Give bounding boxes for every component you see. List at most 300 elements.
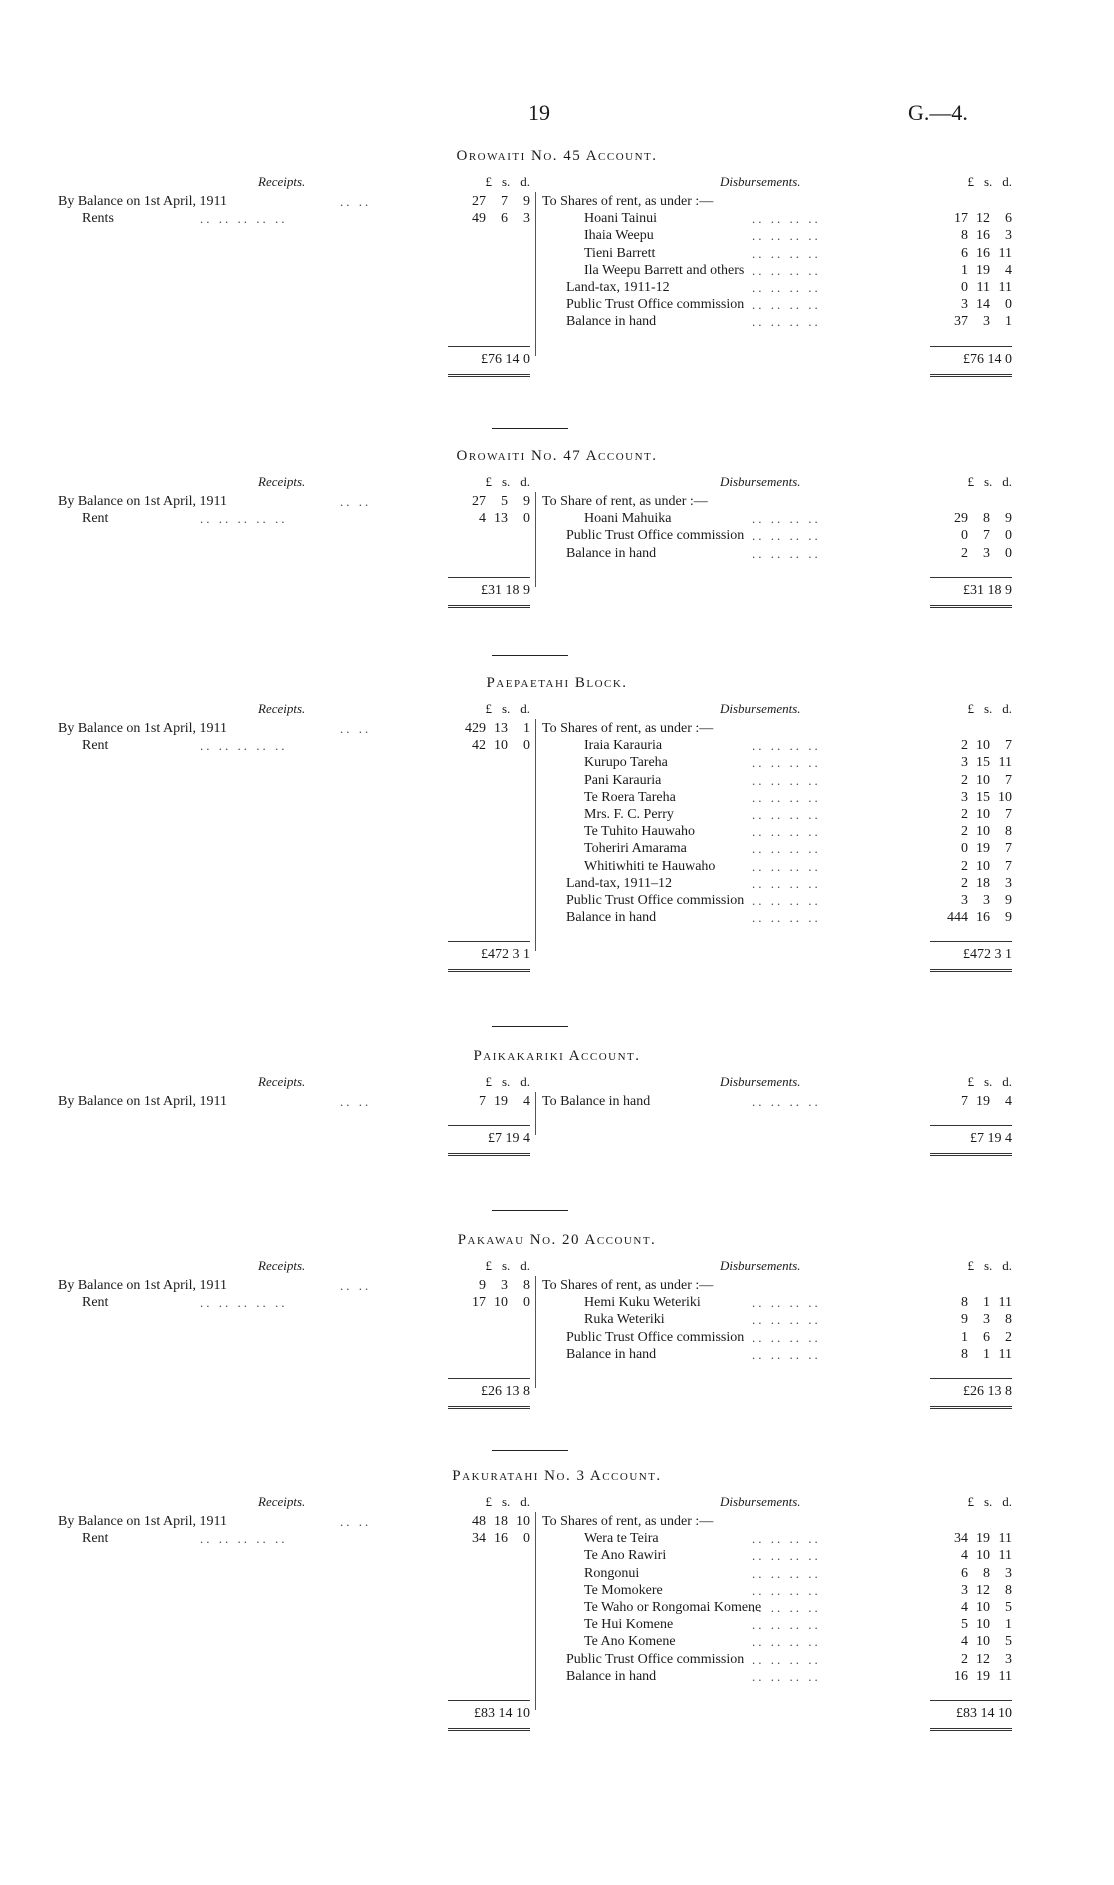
section-separator	[492, 1026, 568, 1027]
receipts-heading: Receipts.	[258, 474, 306, 489]
disbursement-label: To Share of rent, as under :—	[542, 494, 708, 509]
receipt-amount	[448, 1514, 530, 1530]
amount-shillings: 12	[976, 211, 990, 227]
amount-pounds: 48	[472, 1514, 486, 1529]
pound-sign: £	[967, 474, 974, 489]
amount-pence: 0	[523, 1295, 530, 1311]
amount-shillings: 10	[976, 824, 990, 840]
disbursement-amount	[930, 790, 1012, 806]
disbursement-label: Te Roera Tareha	[584, 789, 676, 805]
pound-sign: £	[967, 1074, 974, 1089]
amount-pounds: 17	[954, 211, 968, 227]
disbursements-lsd-heading	[930, 174, 1012, 190]
disbursement-label: Wera te Teira	[584, 1531, 659, 1547]
disbursement-amount	[930, 755, 1012, 771]
amount-pounds: 444	[947, 910, 968, 926]
amount-pounds: 2	[961, 875, 968, 891]
amount-pounds: 4	[479, 511, 486, 527]
disbursement-amount	[930, 807, 1012, 823]
disbursement-label: Te Tuhito Hauwaho	[584, 824, 696, 840]
disbursement-amount	[930, 211, 1012, 227]
receipt-label: By Balance on 1st April, 1911	[58, 1514, 228, 1529]
disbursement-amount	[930, 528, 1012, 544]
amount-shillings: 7	[983, 528, 990, 544]
receipts-lsd-heading	[448, 1494, 530, 1510]
disbursement-label: Te Waho or Rongomai Komene	[584, 1600, 762, 1615]
amount-shillings: 10	[976, 738, 990, 754]
leader-dots: .. ..	[340, 721, 372, 736]
leader-dots: .. .. .. ..	[752, 1548, 821, 1564]
receipt-label: Rent	[82, 738, 109, 754]
shilling-sign: s.	[501, 701, 511, 716]
amount-shillings: 12	[976, 1582, 990, 1598]
leader-dots: .. .. .. ..	[752, 528, 821, 544]
disbursement-label: To Shares of rent, as under :—	[542, 721, 714, 736]
leader-dots: .. ..	[340, 194, 372, 209]
receipts-heading: Receipts.	[258, 1258, 306, 1273]
amount-pence: 7	[1005, 772, 1012, 788]
leader-dots: .. .. .. ..	[752, 280, 821, 295]
amount-shillings: 10	[976, 772, 990, 788]
disbursement-label: Hoani Mahuika	[584, 511, 672, 527]
account-title: Paepaetahi Block.	[486, 675, 628, 691]
disbursement-label: Public Trust Office commission	[566, 1651, 745, 1667]
leader-dots: .. .. .. ..	[752, 875, 821, 891]
disbursement-amount	[930, 1330, 1012, 1346]
pence-sign: d.	[1002, 174, 1012, 189]
leader-dots: .. .. .. ..	[752, 228, 821, 244]
receipt-amount	[448, 1531, 530, 1547]
amount-pence: 7	[1005, 738, 1012, 754]
disbursements-subtotal-rule	[930, 1700, 1012, 1701]
receipts-total-double-rule	[448, 1406, 530, 1409]
receipts-lsd-heading	[448, 474, 530, 490]
amount-shillings: 19	[976, 841, 990, 857]
disbursement-label: Te Momokere	[584, 1582, 663, 1598]
amount-pounds: 0	[961, 841, 968, 857]
page-header	[0, 100, 1114, 130]
leader-dots: .. .. .. ..	[752, 807, 821, 822]
disbursement-amount	[930, 297, 1012, 313]
amount-pence: 5	[1005, 1600, 1012, 1615]
amount-shillings: 10	[976, 1617, 990, 1633]
receipt-label: By Balance on 1st April, 1911	[58, 194, 228, 209]
pound-sign: £	[967, 701, 974, 716]
disbursement-amount	[930, 738, 1012, 754]
receipts-subtotal-rule	[448, 577, 530, 578]
disbursements-heading: Disbursements.	[720, 1258, 801, 1273]
amount-pence: 11	[998, 1295, 1012, 1311]
series-code: G.—4.	[908, 100, 968, 125]
disbursement-label: To Shares of rent, as under :—	[542, 1514, 714, 1529]
disbursements-lsd-heading	[930, 474, 1012, 490]
pence-sign: d.	[520, 1074, 530, 1089]
amount-shillings: 1	[983, 1346, 990, 1362]
receipts-subtotal-rule	[448, 1700, 530, 1701]
amount-pounds: 37	[954, 314, 968, 330]
pound-sign: £	[967, 1258, 974, 1273]
leader-dots: .. .. .. ..	[752, 1312, 821, 1328]
leader-dots: .. .. .. ..	[752, 858, 821, 874]
disbursement-amount	[930, 824, 1012, 840]
disbursement-label: Public Trust Office commission	[566, 528, 745, 544]
receipt-label: By Balance on 1st April, 1911	[58, 1278, 228, 1293]
leader-dots: .. .. .. ..	[752, 1094, 821, 1109]
receipt-label: By Balance on 1st April, 1911	[58, 1094, 228, 1109]
amount-shillings: 16	[494, 1531, 508, 1547]
amount-pence: 9	[1005, 910, 1012, 926]
amount-pence: 0	[1005, 528, 1012, 544]
receipts-total: £76 14 0	[481, 351, 530, 367]
amount-pounds: 3	[961, 789, 968, 805]
disbursement-label: Balance in hand	[566, 910, 657, 926]
disbursements-total-double-rule	[930, 374, 1012, 377]
amount-pence: 8	[523, 1278, 530, 1293]
amount-pounds: 16	[954, 1668, 968, 1684]
disbursement-label: Balance in hand	[566, 545, 657, 561]
amount-shillings: 10	[976, 1600, 990, 1615]
amount-pounds: 27	[472, 194, 486, 209]
amount-shillings: 19	[494, 1094, 508, 1109]
amount-pence: 6	[1005, 211, 1012, 227]
account-title: Paikakariki Account.	[473, 1048, 641, 1064]
amount-pence: 7	[1005, 841, 1012, 857]
disbursements-subtotal-rule	[930, 941, 1012, 942]
receipts-lsd-heading	[448, 1258, 530, 1274]
amount-shillings: 15	[976, 789, 990, 805]
disbursement-amount	[930, 773, 1012, 789]
disbursements-subtotal-rule	[930, 577, 1012, 578]
receipts-lsd-heading	[448, 174, 530, 190]
pence-sign: d.	[1002, 701, 1012, 716]
leader-dots: .. .. .. ..	[752, 314, 821, 330]
leader-dots: .. .. .. ..	[752, 841, 821, 857]
disbursements-total-double-rule	[930, 1728, 1012, 1731]
amount-pounds: 5	[961, 1617, 968, 1633]
amount-shillings: 1	[983, 1295, 990, 1311]
amount-pounds: 2	[961, 545, 968, 561]
amount-pence: 0	[1005, 545, 1012, 561]
disbursement-amount	[930, 1531, 1012, 1547]
leader-dots: .. .. .. ..	[752, 910, 821, 926]
amount-shillings: 19	[976, 1668, 990, 1684]
disbursements-total-double-rule	[930, 605, 1012, 608]
amount-pounds: 1	[961, 1329, 968, 1345]
amount-pence: 7	[1005, 807, 1012, 822]
shilling-sign: s.	[983, 174, 993, 189]
receipts-total: £83 14 10	[474, 1706, 530, 1721]
amount-shillings: 16	[976, 245, 990, 261]
leader-dots: .. .. .. ..	[752, 545, 821, 561]
shilling-sign: s.	[501, 1074, 511, 1089]
shilling-sign: s.	[983, 1494, 993, 1509]
amount-pounds: 4	[961, 1600, 968, 1615]
disbursement-label: Te Ano Komene	[584, 1634, 676, 1650]
disbursements-total: £472 3 1	[963, 947, 1012, 963]
amount-pence: 0	[523, 511, 530, 527]
leader-dots: .. .. .. ..	[752, 1651, 821, 1667]
amount-pence: 9	[1005, 511, 1012, 527]
leader-dots: .. .. .. ..	[752, 245, 821, 261]
amount-pence: 8	[1005, 1582, 1012, 1598]
amount-pence: 7	[1005, 858, 1012, 874]
amount-shillings: 15	[976, 755, 990, 771]
disbursement-label: Ila Weepu Barrett and others	[584, 262, 745, 278]
amount-shillings: 10	[976, 858, 990, 874]
disbursement-amount	[930, 1600, 1012, 1616]
disbursement-label: Balance in hand	[566, 314, 657, 330]
disbursement-amount	[930, 546, 1012, 562]
leader-dots: .. .. .. ..	[752, 1346, 821, 1362]
disbursement-label: Land-tax, 1911–12	[566, 875, 673, 891]
leader-dots: .. .. .. ..	[752, 1582, 821, 1598]
receipts-subtotal-rule	[448, 346, 530, 347]
column-divider	[535, 1276, 536, 1388]
amount-shillings: 3	[983, 1312, 990, 1328]
disbursements-total: £7 19 4	[970, 1131, 1012, 1147]
shilling-sign: s.	[501, 474, 511, 489]
receipt-label: By Balance on 1st April, 1911	[58, 721, 228, 736]
disbursement-label: Iraia Karauria	[584, 738, 663, 754]
disbursements-total: £83 14 10	[956, 1706, 1012, 1721]
pound-sign: £	[967, 174, 974, 189]
pound-sign: £	[485, 1258, 492, 1273]
leader-dots: .. .. .. ..	[752, 262, 821, 278]
shilling-sign: s.	[501, 1494, 511, 1509]
disbursements-total-double-rule	[930, 1153, 1012, 1156]
amount-pence: 4	[1005, 1094, 1012, 1109]
amount-shillings: 10	[976, 1634, 990, 1650]
disbursements-heading: Disbursements.	[720, 1494, 801, 1509]
amount-shillings: 10	[976, 1548, 990, 1564]
disbursement-label: Balance in hand	[566, 1668, 657, 1684]
disbursement-label: Te Ano Rawiri	[584, 1548, 667, 1564]
amount-pence: 0	[1005, 297, 1012, 313]
disbursement-amount	[930, 1634, 1012, 1650]
leader-dots: .. ..	[340, 1278, 372, 1293]
receipt-label: By Balance on 1st April, 1911	[58, 494, 228, 509]
amount-pence: 9	[523, 494, 530, 509]
disbursement-amount	[930, 1094, 1012, 1110]
receipts-lsd-heading	[448, 701, 530, 717]
amount-pounds: 2	[961, 738, 968, 754]
leader-dots: .. ..	[340, 1094, 372, 1109]
page-number: 19	[528, 100, 550, 125]
leader-dots: .. .. .. ..	[752, 1531, 821, 1547]
account-title: Orowaiti No. 45 Account.	[456, 148, 658, 164]
shilling-sign: s.	[983, 701, 993, 716]
disbursement-label: Whitiwhiti te Hauwaho	[584, 858, 716, 874]
amount-pounds: 3	[961, 755, 968, 771]
amount-pence: 10	[998, 789, 1012, 805]
receipts-heading: Receipts.	[258, 701, 306, 716]
disbursement-label: Kurupo Tareha	[584, 755, 668, 771]
disbursement-amount	[930, 1548, 1012, 1564]
amount-pounds: 2	[961, 772, 968, 788]
amount-shillings: 19	[976, 1094, 990, 1109]
account-title: Pakuratahi No. 3 Account.	[452, 1468, 662, 1484]
account-title: Orowaiti No. 47 Account.	[456, 448, 658, 464]
amount-pounds: 7	[479, 1094, 486, 1109]
amount-pounds: 17	[472, 1295, 486, 1311]
amount-pence: 11	[998, 1548, 1012, 1564]
disbursement-label: Toheriri Amarama	[584, 841, 687, 857]
pence-sign: d.	[520, 474, 530, 489]
disbursements-lsd-heading	[930, 1494, 1012, 1510]
amount-shillings: 5	[501, 494, 508, 509]
column-divider	[535, 192, 536, 356]
amount-shillings: 19	[976, 262, 990, 278]
amount-pence: 11	[998, 1668, 1012, 1684]
disbursements-subtotal-rule	[930, 1378, 1012, 1379]
amount-pence: 4	[523, 1094, 530, 1109]
disbursement-amount	[930, 263, 1012, 279]
receipts-total-double-rule	[448, 374, 530, 377]
receipts-lsd-heading	[448, 1074, 530, 1090]
receipt-amount	[448, 511, 530, 527]
receipt-amount	[448, 1295, 530, 1311]
leader-dots: .. .. .. ..	[752, 1295, 821, 1311]
amount-shillings: 7	[501, 194, 508, 209]
disbursement-amount	[930, 1347, 1012, 1363]
pound-sign: £	[485, 1074, 492, 1089]
disbursement-amount	[930, 1652, 1012, 1668]
amount-pence: 5	[1005, 1634, 1012, 1650]
amount-shillings: 14	[976, 297, 990, 313]
disbursements-lsd-heading	[930, 1258, 1012, 1274]
amount-shillings: 13	[494, 511, 508, 527]
leader-dots: .. .. .. ..	[752, 511, 821, 527]
pence-sign: d.	[1002, 1494, 1012, 1509]
disbursement-amount	[930, 1617, 1012, 1633]
receipt-amount	[448, 494, 530, 510]
amount-pence: 0	[523, 738, 530, 754]
receipt-amount	[448, 1278, 530, 1294]
amount-pounds: 4	[961, 1548, 968, 1564]
amount-pounds: 9	[961, 1312, 968, 1328]
column-divider	[535, 1092, 536, 1135]
amount-pounds: 2	[961, 824, 968, 840]
leader-dots: .. .. .. ..	[752, 1617, 821, 1633]
receipts-subtotal-rule	[448, 941, 530, 942]
amount-shillings: 16	[976, 910, 990, 926]
amount-pence: 11	[998, 755, 1012, 771]
disbursement-amount	[930, 246, 1012, 262]
receipts-subtotal-rule	[448, 1125, 530, 1126]
receipts-total: £31 18 9	[481, 582, 530, 598]
amount-pounds: 6	[961, 1565, 968, 1581]
amount-pence: 0	[523, 1531, 530, 1547]
amount-pence: 2	[1005, 1329, 1012, 1345]
amount-pounds: 3	[961, 893, 968, 908]
amount-pence: 11	[998, 1531, 1012, 1547]
leader-dots: .. .. .. ..	[752, 1329, 821, 1345]
amount-pence: 8	[1005, 824, 1012, 840]
receipt-label: Rents	[82, 211, 114, 227]
section-separator	[492, 428, 568, 429]
amount-pence: 11	[998, 280, 1012, 295]
leader-dots: .. .. .. ..	[752, 738, 821, 754]
disbursement-label: Public Trust Office commission	[566, 297, 745, 313]
leader-dots: .. .. .. ..	[752, 824, 821, 840]
disbursements-heading: Disbursements.	[720, 474, 801, 489]
pound-sign: £	[485, 474, 492, 489]
disbursement-label: Balance in hand	[566, 1346, 657, 1362]
pound-sign: £	[967, 1494, 974, 1509]
section-separator	[492, 655, 568, 656]
amount-pence: 1	[1005, 314, 1012, 330]
leader-dots: .. .. .. ..	[752, 1565, 821, 1581]
amount-pence: 3	[1005, 875, 1012, 891]
receipts-heading: Receipts.	[258, 1494, 306, 1509]
amount-shillings: 8	[983, 511, 990, 527]
leader-dots: .. .. .. .. ..	[200, 1531, 288, 1547]
amount-shillings: 3	[501, 1278, 508, 1293]
disbursements-subtotal-rule	[930, 346, 1012, 347]
receipts-total-double-rule	[448, 1728, 530, 1731]
amount-pounds: 3	[961, 297, 968, 313]
amount-pence: 3	[1005, 228, 1012, 244]
amount-pounds: 8	[961, 1295, 968, 1311]
pence-sign: d.	[520, 1258, 530, 1273]
disbursement-amount	[930, 910, 1012, 926]
column-divider	[535, 1512, 536, 1710]
amount-pence: 3	[1005, 1565, 1012, 1581]
amount-pounds: 7	[961, 1094, 968, 1109]
disbursement-label: Ihaia Weepu	[584, 228, 654, 244]
disbursement-amount	[930, 511, 1012, 527]
column-divider	[535, 719, 536, 951]
amount-shillings: 6	[501, 211, 508, 227]
disbursement-label: To Shares of rent, as under :—	[542, 194, 714, 209]
disbursements-lsd-heading	[930, 701, 1012, 717]
receipts-total: £7 19 4	[488, 1131, 530, 1147]
amount-shillings: 18	[494, 1514, 508, 1529]
amount-pounds: 3	[961, 1582, 968, 1598]
disbursement-label: Public Trust Office commission	[566, 893, 745, 908]
amount-shillings: 3	[983, 314, 990, 330]
receipt-amount	[448, 721, 530, 737]
disbursement-amount	[930, 859, 1012, 875]
disbursement-label: To Shares of rent, as under :—	[542, 1278, 714, 1293]
amount-pence: 11	[998, 245, 1012, 261]
amount-shillings: 10	[976, 807, 990, 822]
disbursement-amount	[930, 1669, 1012, 1685]
disbursement-label: Hemi Kuku Weteriki	[584, 1295, 701, 1311]
disbursement-amount	[930, 1566, 1012, 1582]
pence-sign: d.	[520, 1494, 530, 1509]
receipts-heading: Receipts.	[258, 1074, 306, 1089]
disbursement-amount	[930, 893, 1012, 909]
amount-pounds: 2	[961, 1651, 968, 1667]
amount-pence: 3	[523, 211, 530, 227]
disbursement-label: Tieni Barrett	[584, 245, 656, 261]
disbursements-total: £26 13 8	[963, 1384, 1012, 1399]
disbursements-heading: Disbursements.	[720, 1074, 801, 1089]
amount-pounds: 429	[465, 721, 486, 736]
receipts-total: £26 13 8	[481, 1384, 530, 1399]
leader-dots: .. .. .. .. ..	[200, 1295, 288, 1311]
disbursement-amount	[930, 314, 1012, 330]
receipt-label: Rent	[82, 511, 109, 527]
leader-dots: .. .. .. ..	[752, 893, 821, 908]
disbursement-amount	[930, 1312, 1012, 1328]
amount-shillings: 12	[976, 1651, 990, 1667]
amount-shillings: 8	[983, 1565, 990, 1581]
leader-dots: .. .. .. ..	[752, 211, 821, 227]
disbursements-lsd-heading	[930, 1074, 1012, 1090]
disbursements-total-double-rule	[930, 1406, 1012, 1409]
